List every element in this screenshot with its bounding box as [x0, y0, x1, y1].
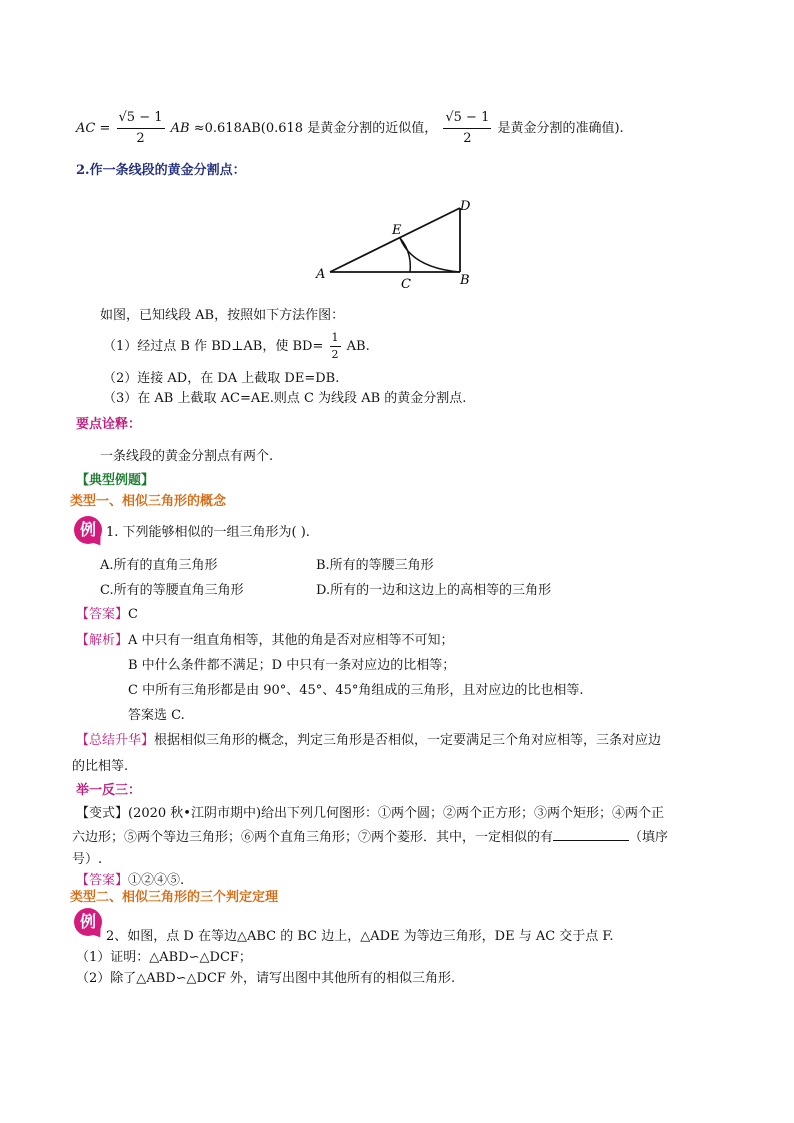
- construction-step-1: [103, 330, 370, 363]
- variant-line-1: [76, 805, 664, 823]
- formula-fraction-2: [443, 108, 491, 149]
- summary-line-1: 根据相似三角形的概念，判定三角形是否相似，一定要满足三个角对应相等，三条对应边: [154, 733, 662, 748]
- formula-ab: AB: [170, 121, 190, 136]
- option-d: D.所有的一边和这边上的高相等的三角形: [316, 583, 552, 598]
- label-e: E: [392, 223, 402, 238]
- example1-answer: [76, 606, 138, 624]
- key-point-text: 一条线段的黄金分割点有两个.: [100, 449, 274, 464]
- type1-title: 类型一、相似三角形的概念: [70, 494, 227, 509]
- construction-step-3: （3）在 AB 上截取 AC=AE.则点 C 为线段 AB 的黄金分割点.: [103, 391, 467, 406]
- label-b: B: [460, 273, 470, 288]
- formula-lhs: AC =: [76, 121, 111, 136]
- label-a: A: [316, 267, 326, 282]
- formula-fraction: [117, 108, 165, 149]
- example1-summary-line-2: 的比相等.: [72, 759, 129, 774]
- variant-answer-value: ①②④⑤.: [128, 873, 185, 888]
- formula-approx: ≈0.618AB(0.618 是黄金分割的近似值，: [193, 121, 438, 136]
- option-c: C.所有的等腰直角三角形: [100, 583, 244, 598]
- analysis-line: A 中只有一组直角相等，其他的角是否对应相等不可知；: [128, 633, 454, 648]
- variant-text-1: (2020 秋•江阴市期中)给出下列几何图形：①两个圆；②两个正方形；③两个矩形；④两个正: [128, 806, 665, 821]
- arc-ae: [400, 238, 410, 272]
- example1-analysis-line-4: 答案选 C.: [128, 708, 185, 723]
- example-badge-1: 例: [74, 516, 102, 544]
- formula-numerator: √5 − 1: [117, 108, 165, 129]
- variant-line-2: [72, 828, 668, 847]
- label-d: D: [460, 199, 471, 214]
- example2-question: 2、如图，点 D 在等边△ABC 的 BC 边上，△ADE 为等边三角形，DE 与 AC 交于点 F.: [106, 929, 614, 944]
- variant-label: 【变式】: [76, 806, 129, 821]
- formula-denominator-2: 2: [463, 131, 472, 146]
- practice-title: 举一反三：: [76, 783, 142, 798]
- option-b: B.所有的等腰三角形: [316, 558, 434, 573]
- answer-label: 【答案】: [76, 607, 129, 622]
- step1-fraction: [330, 330, 341, 363]
- variant-answer: [76, 872, 184, 890]
- examples-title: 【典型例题】: [76, 473, 155, 488]
- answer-value: C: [128, 607, 138, 622]
- option-a: A.所有的直角三角形: [100, 558, 218, 573]
- example2-part-1: （1）证明：△ABD∽△DCF；: [76, 950, 252, 965]
- variant-answer-label: 【答案】: [76, 873, 129, 888]
- example1-analysis-line-3: C 中所有三角形都是由 90°、45°、45°角组成的三角形，且对应边的比也相等.: [128, 683, 584, 698]
- formula-numerator-2: √5 − 1: [443, 108, 491, 129]
- step1-text: （1）经过点 B 作 BD⊥AB，使 BD=: [103, 339, 324, 354]
- answer-blank[interactable]: [553, 828, 629, 841]
- variant-text-2: 六边形；⑤两个等边三角形；⑥两个直角三角形；⑦两个菱形．其中，一定相似的有: [72, 830, 554, 845]
- example1-question: 1. 下列能够相似的一组三角形为( ).: [106, 525, 310, 540]
- golden-section-figure: [312, 196, 482, 294]
- example1-analysis-line-1: [76, 632, 454, 650]
- step1-denominator: 2: [331, 348, 339, 361]
- formula-denominator: 2: [136, 131, 145, 146]
- step1-numerator: 1: [330, 330, 341, 347]
- type2-title: 类型二、相似三角形的三个判定定理: [70, 890, 279, 905]
- summary-label: 【总结升华】: [76, 733, 155, 748]
- example2-part-2: （2）除了△ABD∽△DCF 外，请写出图中其他所有的相似三角形.: [76, 971, 456, 986]
- key-point-title: 要点诠释：: [76, 417, 142, 432]
- analysis-label: 【解析】: [76, 633, 129, 648]
- variant-line-3: 号）.: [72, 852, 103, 867]
- section-title: 2.作一条线段的黄金分割点：: [76, 163, 246, 178]
- segment-ad: [330, 208, 460, 272]
- formula-tail: 是黄金分割的准确值).: [497, 121, 624, 136]
- golden-ratio-formula: [76, 108, 624, 149]
- variant-text-2-tail: （填序: [629, 830, 669, 845]
- example-badge-2: 例: [74, 908, 102, 936]
- example1-analysis-line-2: B 中什么条件都不满足；D 中只有一条对应边的比相等；: [128, 658, 456, 673]
- step1-tail: AB.: [346, 339, 370, 354]
- example1-summary: [76, 732, 661, 750]
- construction-step-2: （2）连接 AD，在 DA 上截取 DE=DB.: [103, 371, 340, 386]
- label-c: C: [401, 277, 411, 292]
- construction-intro: 如图，已知线段 AB，按照如下方法作图：: [100, 308, 345, 323]
